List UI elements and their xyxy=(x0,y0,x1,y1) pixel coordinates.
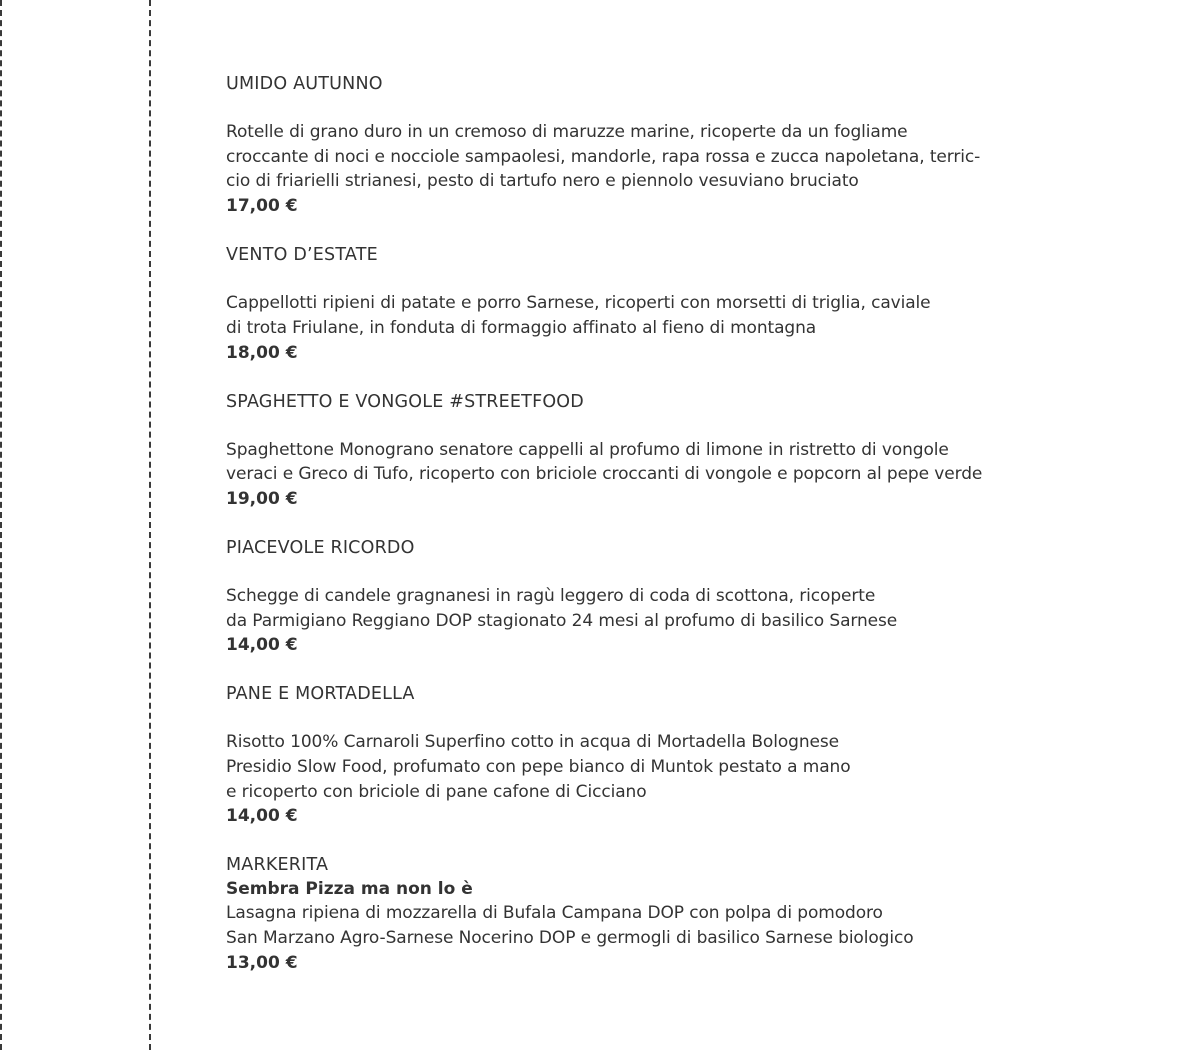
dish-title: MARKERITA xyxy=(226,855,329,876)
dish-title: PANE E MORTADELLA xyxy=(226,684,415,705)
dish-price: 18,00 € xyxy=(226,342,298,363)
cut-line-dashed xyxy=(149,0,151,1050)
menu-list xyxy=(226,72,1026,975)
dish-title: SPAGHETTO E VONGOLE #STREETFOOD xyxy=(226,391,584,412)
dish-title: UMIDO AUTUNNO xyxy=(226,74,383,94)
menu-item xyxy=(226,390,1026,536)
menu-item xyxy=(226,682,1026,853)
dish-price: 13,00 € xyxy=(226,952,298,973)
dish-description: Schegge di candele gragnanesi in ragù leggero di coda di scottona, ricoperte da Parmigiano Reggiano DOP stagionato 24 mesi al profumo di basilico Sarnese xyxy=(226,585,898,631)
dish-description: Cappellotti ripieni di patate e porro Sarnese, ricoperti con morsetti di triglia, caviale di trota Friulane, in fonduta di formaggio affinato al fieno di montagna xyxy=(226,293,931,338)
dish-price: 19,00 € xyxy=(226,488,298,509)
dish-description: Spaghettone Monograno senatore cappelli al profumo di limone in ristretto di vongole veraci e Greco di Tufo, ricoperto con briciole croccanti di vongole e popcorn al pepe verde xyxy=(226,439,983,485)
dish-title: VENTO D’ESTATE xyxy=(226,245,378,266)
menu-item xyxy=(226,72,1026,243)
dish-price: 14,00 € xyxy=(226,806,298,827)
dish-price: 17,00 € xyxy=(226,196,298,217)
dish-description: Risotto 100% Carnaroli Superfino cotto in acqua di Mortadella Bolognese Presidio Slow Food, profumato con pepe bianco di Muntok pestato a mano e ricoperto con briciole di pane cafone di Cicciano xyxy=(226,732,851,802)
menu-item xyxy=(226,536,1026,682)
dish-description: Lasagna ripiena di mozzarella di Bufala Campana DOP con polpa di pomodoro San Marzano Agro-Sarnese Nocerino DOP e germogli di basilico Sarnese biologico xyxy=(226,903,914,949)
menu-item xyxy=(226,243,1026,389)
dish-price: 14,00 € xyxy=(226,635,298,656)
dish-description: Rotelle di grano duro in un cremoso di maruzze marine, ricoperte da un fogliame croccante di noci e nocciole sampaolesi, mandorle, rapa rossa e zucca napoletana, terric- cio di friarielli strianesi, pesto di tartufo nero e piennolo vesuviano bruciato xyxy=(226,122,981,192)
left-dashed-border xyxy=(0,0,2,1050)
dish-title: PIACEVOLE RICORDO xyxy=(226,537,415,558)
dish-subtitle: Sembra Pizza ma non lo è xyxy=(226,879,473,900)
menu-item xyxy=(226,853,1026,974)
